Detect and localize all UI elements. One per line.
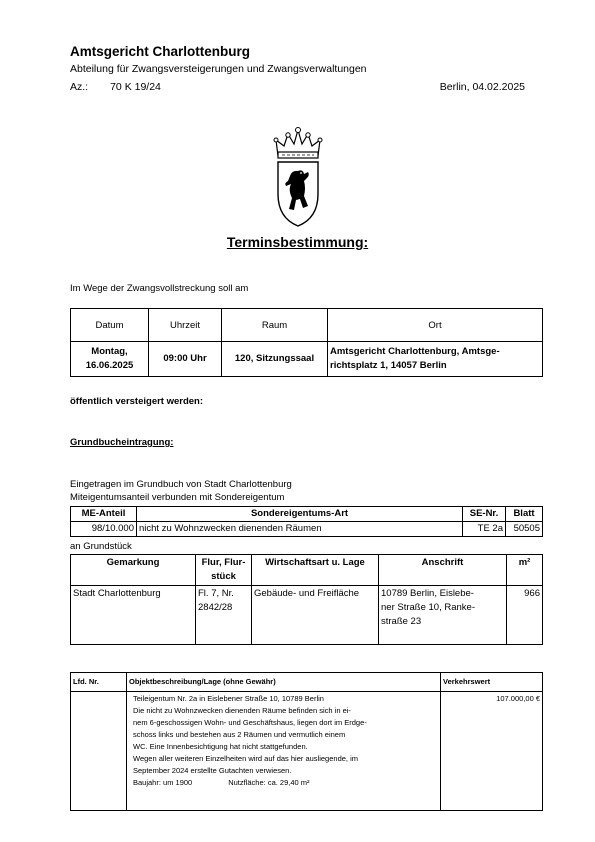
property-row xyxy=(71,586,543,645)
header-ort: Ort xyxy=(328,309,543,342)
object-row xyxy=(71,692,543,811)
land-register-heading: Grundbucheintragung: xyxy=(70,437,174,448)
public-auction-text: öffentlich versteigert werden: xyxy=(70,396,204,407)
header-blatt: Blatt xyxy=(506,507,543,522)
page-title: Terminsbestimmung: xyxy=(226,234,369,250)
co-ownership-row xyxy=(71,522,543,537)
qm: 966 xyxy=(507,586,543,645)
header-lfd-nr: Lfd. Nr. xyxy=(71,673,127,692)
co-ownership-header-row xyxy=(71,507,543,522)
anschrift-line-2: ner Straße 10, Ranke- xyxy=(381,602,475,613)
desc-line: September 2024 erstellte Gutachten verwiesen. xyxy=(133,766,292,775)
header-se-nr: SE-Nr. xyxy=(463,507,506,522)
place-line-1: Amtsgericht Charlottenburg, Amtsge- xyxy=(330,346,500,357)
header-wirtschaftsart: Wirtschaftsart u. Lage xyxy=(252,555,379,586)
property-header-row xyxy=(71,555,543,586)
land-register-line-1: Eingetragen im Grundbuch von Stadt Charlottenburg xyxy=(70,479,292,490)
department: Abteilung für Zwangsversteigerungen und Zwangsverwaltungen xyxy=(70,63,367,75)
desc-line: WC. Eine Innenbesichtigung hat nicht stattgefunden. xyxy=(133,742,308,751)
wirtschaftsart: Gebäude- und Freifläche xyxy=(252,586,379,645)
date-value: 16.06.2025 xyxy=(85,360,134,371)
land-register-line-2: Miteigentumsanteil verbunden mit Sondereigentum xyxy=(70,492,285,503)
co-ownership-table xyxy=(70,506,543,537)
header-qm: m² xyxy=(507,555,543,586)
property-label: an Grundstück xyxy=(70,541,132,552)
header-uhrzeit: Uhrzeit xyxy=(149,309,222,342)
gemarkung: Stadt Charlottenburg xyxy=(71,586,196,645)
me-anteil: 98/10.000 xyxy=(71,522,137,537)
lfd-nr xyxy=(71,692,127,811)
berlin-bear-crest-icon xyxy=(270,126,326,228)
header-gemarkung: Gemarkung xyxy=(71,555,196,586)
file-reference-number: 70 K 19/24 xyxy=(110,81,161,93)
header-anschrift: Anschrift xyxy=(379,555,507,586)
place-date: Berlin, 04.02.2025 xyxy=(439,81,525,93)
object-description xyxy=(127,692,441,811)
file-reference-label: Az.: xyxy=(70,81,89,93)
header-datum: Datum xyxy=(71,309,149,342)
header-raum: Raum xyxy=(222,309,328,342)
sondereigentum-art: nicht zu Wohnzwecken dienenden Räumen xyxy=(137,522,463,537)
place-line-2: richtsplatz 1, 14057 Berlin xyxy=(330,360,447,371)
market-value: 107.000,00 € xyxy=(441,692,543,811)
appointment-place xyxy=(328,342,543,377)
desc-line: schoss links und bestehen aus 2 Räumen und vermutlich einem xyxy=(133,730,346,739)
appointment-table xyxy=(70,308,543,377)
date-weekday: Montag, xyxy=(91,346,128,357)
appointment-row xyxy=(71,342,543,377)
appointment-header-row xyxy=(71,309,543,342)
desc-line: nem 6-geschossigen Wohn- und Geschäftshaus, liegen dort im Erdge- xyxy=(133,718,367,727)
header-me-anteil: ME-Anteil xyxy=(71,507,137,522)
anschrift-line-3: straße 23 xyxy=(381,616,422,627)
court-name: Amtsgericht Charlottenburg xyxy=(70,44,251,59)
desc-line: Teileigentum Nr. 2a in Eislebener Straße 10, 10789 Berlin xyxy=(133,694,324,703)
file-reference xyxy=(70,81,161,93)
header-sondereigentum: Sondereigentums-Art xyxy=(137,507,463,522)
blatt: 50505 xyxy=(506,522,543,537)
intro-text: Im Wege der Zwangsvollstreckung soll am xyxy=(70,283,249,294)
flur-line-1: Fl. 7, Nr. xyxy=(198,588,234,599)
desc-line: Wegen aller weiteren Einzelheiten wird auf das hier ausliegende, im xyxy=(133,754,358,763)
flur-line-2: 2842/28 xyxy=(198,602,233,613)
appointment-date xyxy=(71,342,149,377)
property-table xyxy=(70,554,543,645)
nutzflaeche: Nutzfläche: ca. 29,40 m² xyxy=(228,778,310,787)
appointment-time: 09:00 Uhr xyxy=(149,342,222,377)
anschrift xyxy=(379,586,507,645)
baujahr-line xyxy=(133,777,438,789)
appointment-room: 120, Sitzungssaal xyxy=(222,342,328,377)
object-table xyxy=(70,672,543,811)
header-objektbeschreibung: Objektbeschreibung/Lage (ohne Gewähr) xyxy=(127,673,441,692)
object-header-row xyxy=(71,673,543,692)
header-flur-line-2: stück xyxy=(211,571,236,582)
baujahr: Baujahr: um 1900 xyxy=(133,778,193,787)
se-nr: TE 2a xyxy=(463,522,506,537)
header-verkehrswert: Verkehrswert xyxy=(441,673,543,692)
header-flur xyxy=(196,555,252,586)
anschrift-line-1: 10789 Berlin, Eislebe- xyxy=(381,588,474,599)
flur xyxy=(196,586,252,645)
header-flur-line-1: Flur, Flur- xyxy=(201,557,246,568)
desc-line: Die nicht zu Wohnzwecken dienenden Räume befinden sich in ei- xyxy=(133,706,351,715)
